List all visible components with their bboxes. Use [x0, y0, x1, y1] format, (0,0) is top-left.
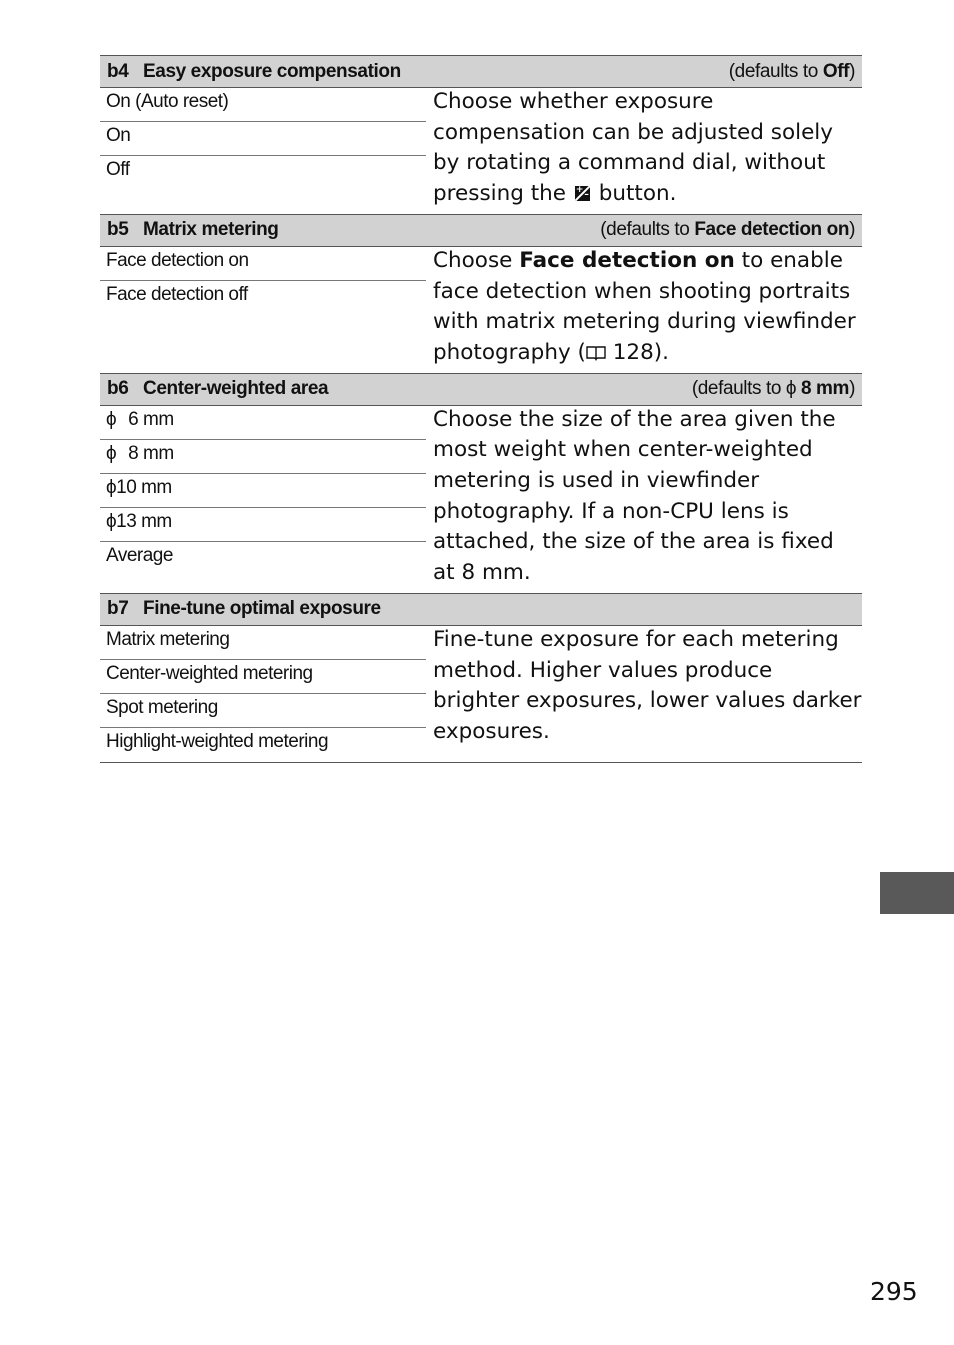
defaults-prefix: (defaults to	[600, 219, 695, 241]
section-title	[107, 378, 328, 400]
section-header-b4	[100, 55, 862, 88]
option-value: 13 mm	[116, 510, 172, 532]
section-name: Matrix metering	[143, 219, 279, 241]
page-number: 295	[870, 1277, 918, 1306]
option-item	[100, 440, 426, 474]
option-list	[100, 626, 426, 762]
option-description	[426, 246, 862, 373]
book-icon	[586, 345, 606, 361]
option-description: Choose the size of the area given the most weight when center-weighted metering is used in viewfinder photography. If a non-CPU lens is attached, the size of the area is fixed at 8 mm.	[433, 406, 836, 586]
defaults-value: Off	[822, 60, 850, 82]
section-defaults	[729, 61, 855, 83]
option-item: On (Auto reset)	[100, 88, 426, 122]
section-body-b5	[100, 247, 862, 373]
defaults-suffix: )	[849, 378, 855, 400]
section-body-b7	[100, 626, 862, 762]
section-title	[107, 219, 278, 241]
option-item: Center-weighted metering	[100, 660, 426, 694]
option-description: Fine-tune exposure for each metering method. Higher values produce brighter exposures, lower values darker exposures.	[433, 626, 862, 744]
option-item	[100, 474, 426, 508]
option-item: Spot metering	[100, 694, 426, 728]
section-code: b7	[107, 598, 129, 620]
menu-table	[100, 55, 862, 763]
section-header-b6	[100, 373, 862, 406]
option-list	[100, 406, 426, 593]
phi-symbol: ϕ	[106, 408, 117, 430]
section-title	[107, 598, 381, 620]
phi-symbol: ϕ	[106, 442, 117, 464]
defaults-suffix: )	[849, 219, 855, 241]
description-text: Choose whether exposure compensation can be adjusted solely by rotating a command dial, without pressing the	[433, 89, 833, 207]
section-title	[107, 61, 401, 83]
description-text-cont: to enable face detection when shooting portraits with matrix metering during viewfinder photography (	[433, 247, 856, 365]
option-item: Face detection off	[106, 283, 248, 305]
option-item: Face detection on	[100, 247, 426, 281]
exposure-compensation-icon: + –	[575, 186, 590, 201]
option-value: 10 mm	[116, 476, 172, 498]
option-item: Highlight-weighted metering	[106, 730, 329, 752]
option-item	[100, 406, 426, 440]
description-text: Choose	[433, 247, 520, 273]
section-defaults	[692, 378, 855, 400]
option-value: 8 mm	[128, 442, 174, 464]
option-item: On	[100, 122, 426, 156]
section-name: Easy exposure compensation	[143, 60, 401, 82]
section-code: b5	[107, 219, 129, 241]
option-item: Average	[106, 544, 173, 566]
defaults-prefix: (defaults to	[728, 60, 823, 82]
section-defaults	[600, 219, 855, 241]
option-item: Matrix metering	[100, 626, 426, 660]
description-text-end: button.	[598, 181, 677, 207]
defaults-value: Face detection on	[694, 219, 850, 241]
option-list	[100, 247, 426, 373]
defaults-prefix: (defaults to ϕ	[691, 378, 802, 400]
section-code: b6	[107, 378, 129, 400]
defaults-suffix: )	[849, 60, 855, 82]
section-body-b6	[100, 406, 862, 593]
defaults-value: 8 mm	[801, 378, 850, 400]
option-item: Off	[106, 159, 130, 180]
section-code: b4	[107, 60, 129, 82]
option-item	[100, 508, 426, 542]
section-body-b4	[100, 88, 862, 214]
chapter-tab	[880, 872, 954, 914]
option-list	[100, 88, 426, 214]
phi-symbol: ϕ	[106, 476, 117, 498]
phi-symbol: ϕ	[106, 510, 117, 532]
page-reference: 128).	[605, 339, 669, 365]
section-name: Center-weighted area	[143, 378, 329, 400]
option-description	[426, 87, 862, 214]
section-name: Fine-tune optimal exposure	[143, 598, 381, 620]
section-header-b7	[100, 593, 862, 626]
section-header-b5	[100, 214, 862, 247]
option-value: 6 mm	[128, 408, 174, 430]
description-bold: Face detection on	[519, 247, 735, 273]
